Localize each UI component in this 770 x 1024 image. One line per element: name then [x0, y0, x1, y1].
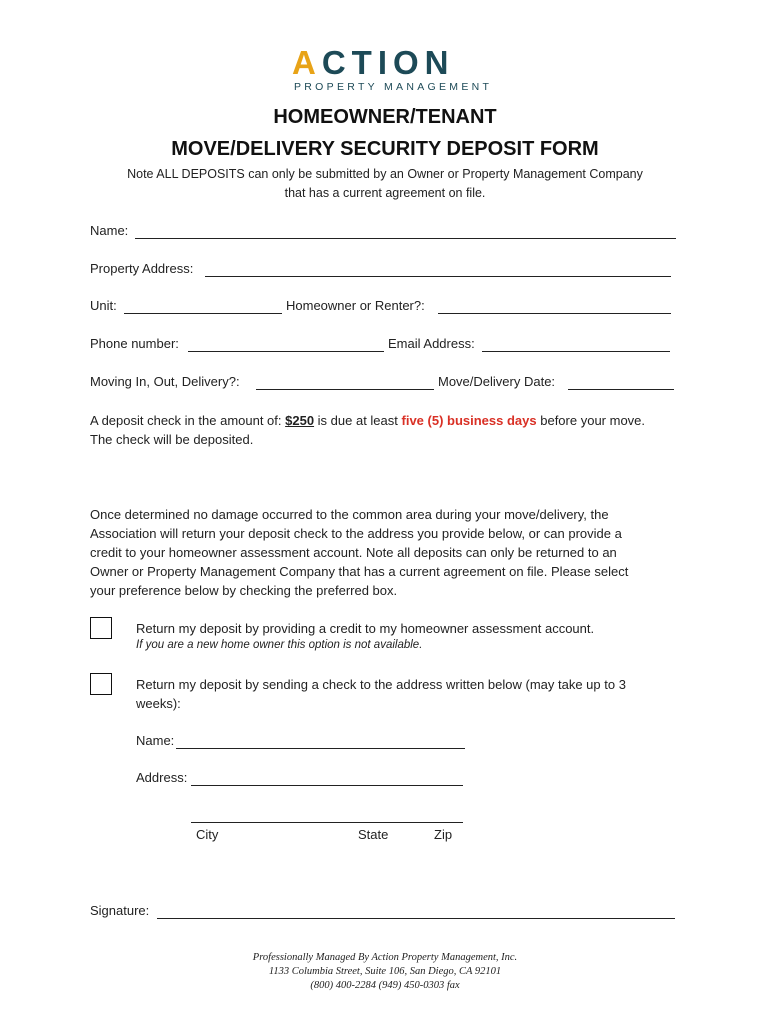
mail-name-label: Name:: [136, 733, 175, 748]
company-logo: [292, 44, 493, 94]
return-paragraph-line-4: Owner or Property Management Company that has a current agreement on file. Please select: [90, 564, 629, 579]
name-label: Name:: [90, 223, 129, 238]
signature-label: Signature:: [90, 903, 150, 918]
phone-label: Phone number:: [90, 336, 179, 351]
email-field[interactable]: [482, 351, 670, 352]
mail-name-field[interactable]: [176, 748, 465, 749]
deposit-prefix: A deposit check in the amount of:: [90, 413, 286, 428]
check-option-label-line-1: Return my deposit by sending a check to the address written below (may take up to 3: [136, 677, 626, 692]
logo-accent-letter: A: [292, 44, 322, 81]
mail-address-field[interactable]: [191, 785, 463, 786]
credit-option-checkbox[interactable]: [90, 617, 112, 639]
deposit-suffix: before your move.: [536, 413, 646, 428]
footer-line-1: Professionally Managed By Action Property Management, Inc.: [252, 952, 518, 963]
check-option-label-line-2: weeks):: [136, 696, 181, 711]
logo-word-rest: CTION: [321, 44, 455, 81]
move-date-field[interactable]: [568, 389, 674, 390]
deposit-days: five (5) business days: [401, 413, 537, 428]
logo-wordmark: [292, 44, 482, 82]
state-label: State: [358, 827, 389, 842]
move-date-label: Move/Delivery Date:: [438, 374, 556, 389]
owner-renter-field[interactable]: [438, 313, 671, 314]
return-paragraph-line-1: Once determined no damage occurred to the common area during your move/delivery, the: [90, 507, 609, 522]
logo-subtitle: PROPERTY MANAGEMENT: [294, 81, 493, 93]
signature-field[interactable]: [157, 918, 675, 919]
credit-option-note: If you are a new home owner this option is not available.: [136, 639, 423, 651]
email-label: Email Address:: [388, 336, 475, 351]
city-state-zip-field[interactable]: [191, 822, 463, 823]
zip-label: Zip: [434, 827, 453, 842]
return-paragraph-line-2: Association will return your deposit check to the address you provide below, or can provide a: [90, 526, 622, 541]
deposit-middle: is due at least: [314, 413, 402, 428]
property-address-label: Property Address:: [90, 261, 194, 276]
city-label: City: [196, 827, 219, 842]
deposit-note-line-2: that has a current agreement on file.: [284, 186, 486, 200]
name-field[interactable]: [135, 238, 676, 239]
form-title-line-2: MOVE/DELIVERY SECURITY DEPOSIT FORM: [171, 138, 599, 160]
moving-type-label: Moving In, Out, Delivery?:: [90, 374, 240, 389]
credit-option-label: Return my deposit by providing a credit to my homeowner assessment account.: [136, 621, 595, 636]
phone-field[interactable]: [188, 351, 384, 352]
property-address-field[interactable]: [205, 276, 671, 277]
deposit-note-line-1: Note ALL DEPOSITS can only be submitted by an Owner or Property Management Company: [127, 167, 643, 181]
return-paragraph-line-3: credit to your homeowner assessment account. Note all deposits can only be returned to an: [90, 545, 617, 560]
check-option-checkbox[interactable]: [90, 673, 112, 695]
deposit-check-note: The check will be deposited.: [90, 432, 254, 447]
footer-line-2: 1133 Columbia Street, Suite 106, San Diego, CA 92101: [268, 966, 502, 977]
moving-type-field[interactable]: [256, 389, 434, 390]
deposit-amount-text: [90, 411, 690, 430]
unit-field[interactable]: [124, 313, 282, 314]
owner-renter-label: Homeowner or Renter?:: [286, 298, 425, 313]
return-paragraph-line-5: your preference below by checking the preferred box.: [90, 583, 398, 598]
unit-label: Unit:: [90, 298, 117, 313]
deposit-amount: $250: [285, 413, 315, 428]
mail-address-label: Address:: [136, 770, 188, 785]
form-title-line-1: HOMEOWNER/TENANT: [273, 106, 497, 128]
footer-line-3: (800) 400-2284 (949) 450-0303 fax: [310, 980, 460, 991]
